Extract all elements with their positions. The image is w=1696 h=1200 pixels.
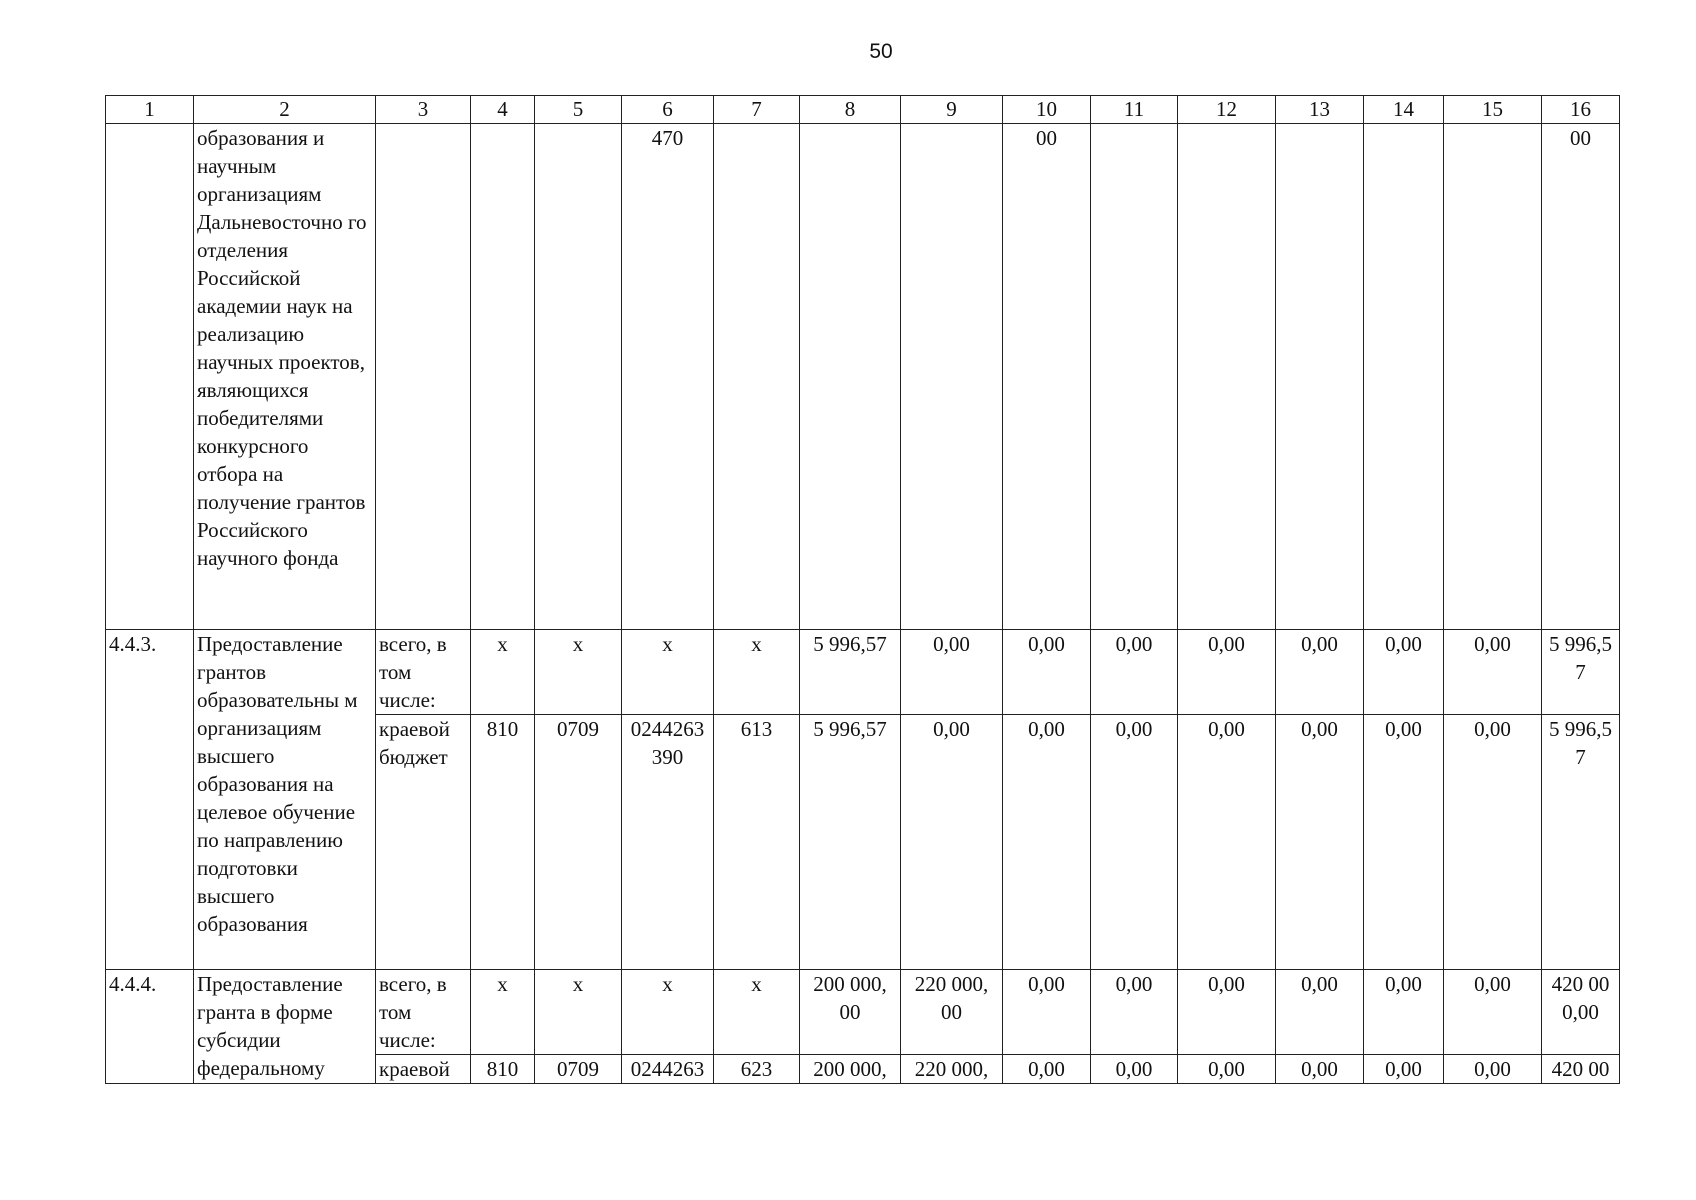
table-cell: 0,00 [1178,970,1276,1055]
table-cell: 00 [1003,124,1091,630]
table-cell: 0,00 [1178,715,1276,970]
table-cell [1276,124,1364,630]
table-cell: 0,00 [1003,715,1091,970]
table-cell: 0,00 [1276,1055,1364,1084]
table-row [106,630,1620,715]
table-cell [376,124,471,630]
table-cell: 0,00 [1444,715,1542,970]
table-cell: 0244263 [622,1055,714,1084]
table-cell: 200 000, [800,1055,901,1084]
table-cell: 0,00 [1364,715,1444,970]
source-label: всего, в том числе: [376,630,471,715]
item-description: образования и научным организациям Дальневосточно го отделения Российской академии наук на реализацию научных проектов, являющихся победителями конкурсного отбора на получение грантов Российского научного фонда [194,124,376,630]
header-cell: 8 [800,96,901,124]
table-cell: 5 996,5 7 [1542,715,1620,970]
table-cell: 200 000, 00 [800,970,901,1055]
table-cell: 0,00 [1003,1055,1091,1084]
header-cell: 5 [535,96,622,124]
budget-table [105,95,1620,1084]
table-cell: 220 000, [901,1055,1003,1084]
table-cell: 5 996,57 [800,630,901,715]
source-label: краевой бюджет [376,715,471,970]
table-cell: 0,00 [1003,970,1091,1055]
table-cell: 0,00 [1444,970,1542,1055]
table-cell: 0,00 [1444,630,1542,715]
table-cell [1178,124,1276,630]
table-cell: 0,00 [1444,1055,1542,1084]
table-cell [714,124,800,630]
table-cell: 220 000, 00 [901,970,1003,1055]
table-cell: 810 [471,1055,535,1084]
table-cell: 0244263 390 [622,715,714,970]
table-cell [1444,124,1542,630]
table-cell [535,124,622,630]
table-row [106,970,1620,1055]
table-cell: 0,00 [1091,715,1178,970]
header-cell: 10 [1003,96,1091,124]
header-cell: 6 [622,96,714,124]
table-cell: 613 [714,715,800,970]
header-cell: 12 [1178,96,1276,124]
header-row [106,96,1620,124]
item-description: Предоставление гранта в форме субсидии федеральному [194,970,376,1084]
header-cell: 11 [1091,96,1178,124]
table-cell [106,124,194,630]
header-cell: 4 [471,96,535,124]
table-cell: 0,00 [1178,630,1276,715]
table-cell: 00 [1542,124,1620,630]
table-cell: 420 00 [1542,1055,1620,1084]
table-cell: 470 [622,124,714,630]
page-number: 50 [869,40,893,63]
table-cell [1364,124,1444,630]
table-cell: 0,00 [901,630,1003,715]
item-description: Предоставление грантов образовательны м организациям высшего образования на целевое обучение по направлению подготовки высшего образования [194,630,376,970]
table-cell: 810 [471,715,535,970]
table-cell: 0,00 [1091,630,1178,715]
header-cell: 7 [714,96,800,124]
table-cell: 0,00 [901,715,1003,970]
table-cell: 0,00 [1364,970,1444,1055]
header-cell: 15 [1444,96,1542,124]
table-cell: 420 00 0,00 [1542,970,1620,1055]
table-cell: 0709 [535,715,622,970]
table-cell: x [471,970,535,1055]
table-cell [471,124,535,630]
table-cell: 0709 [535,1055,622,1084]
table-cell: 0,00 [1178,1055,1276,1084]
table-cell: 0,00 [1276,970,1364,1055]
table-cell: 0,00 [1003,630,1091,715]
table-cell: x [535,970,622,1055]
table-cell: x [622,630,714,715]
source-label: всего, в том числе: [376,970,471,1055]
table-cell: 0,00 [1091,1055,1178,1084]
header-cell: 16 [1542,96,1620,124]
header-cell: 2 [194,96,376,124]
table-cell [1091,124,1178,630]
table-cell: x [535,630,622,715]
table-cell: 0,00 [1276,630,1364,715]
table-cell: x [714,630,800,715]
table-cell: 0,00 [1364,1055,1444,1084]
table-cell: 5 996,57 [800,715,901,970]
header-cell: 1 [106,96,194,124]
table-cell: x [714,970,800,1055]
item-number: 4.4.4. [106,970,194,1084]
table-cell: 5 996,5 7 [1542,630,1620,715]
header-cell: 13 [1276,96,1364,124]
header-cell: 3 [376,96,471,124]
table-cell: x [471,630,535,715]
header-cell: 9 [901,96,1003,124]
item-number: 4.4.3. [106,630,194,970]
table-cell: 0,00 [1276,715,1364,970]
table-cell [800,124,901,630]
source-label: краевой [376,1055,471,1084]
table-cell: 0,00 [1091,970,1178,1055]
table-cell: 623 [714,1055,800,1084]
continuation-row [106,124,1620,630]
header-cell: 14 [1364,96,1444,124]
table-cell [901,124,1003,630]
table-cell: x [622,970,714,1055]
table-cell: 0,00 [1364,630,1444,715]
